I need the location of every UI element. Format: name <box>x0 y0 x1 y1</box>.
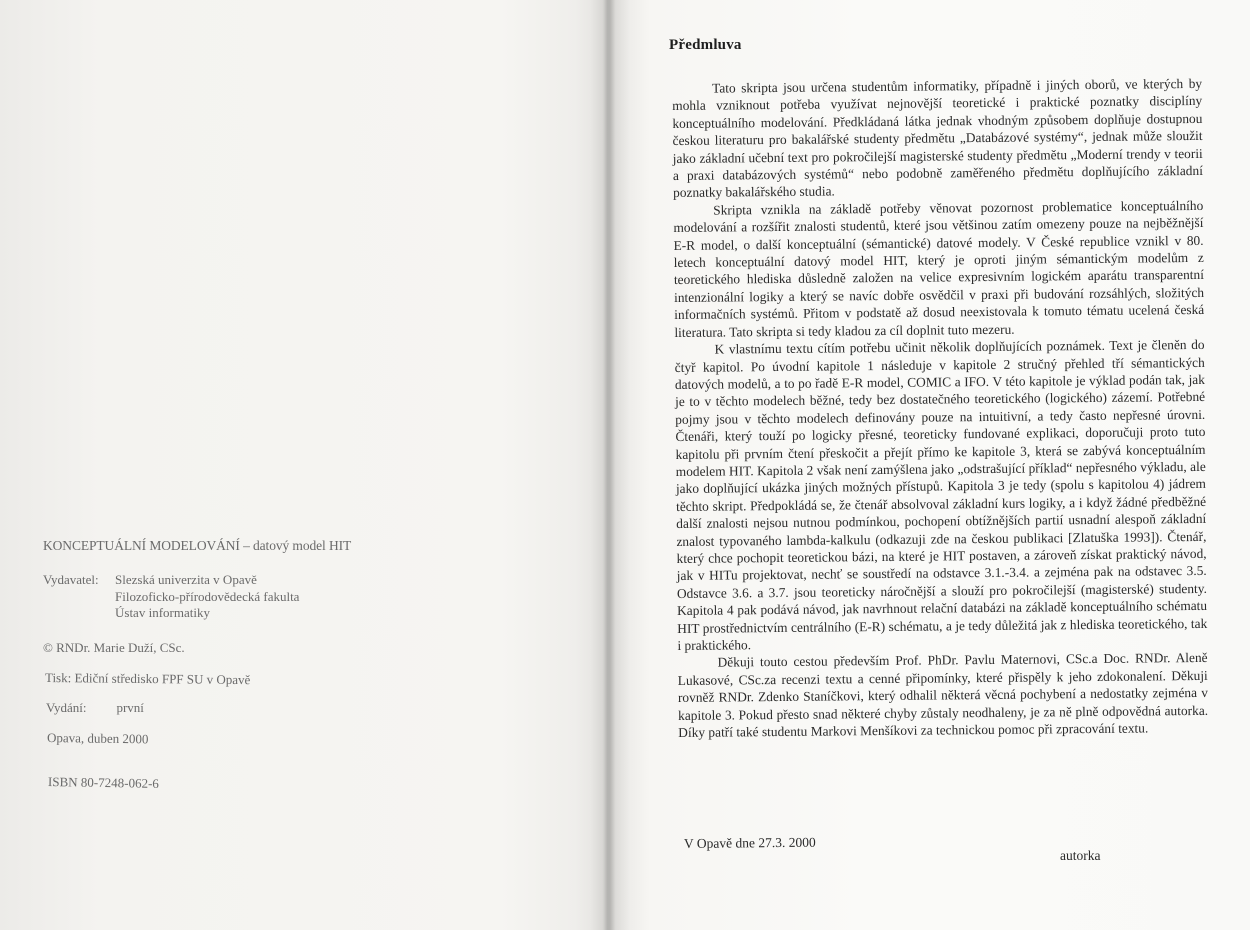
book-title: KONCEPTUÁLNÍ MODELOVÁNÍ – datový model HIT <box>43 538 352 553</box>
edition-label: Vydání: <box>46 700 87 715</box>
isbn-line: ISBN 80-7248-062-6 <box>47 774 159 791</box>
publisher-line: Ústav informatiky <box>115 605 210 620</box>
edition-value: první <box>116 700 144 715</box>
publisher-label: Vydavatel: <box>43 572 99 587</box>
copyright-line: © RNDr. Marie Duží, CSc. <box>43 640 185 655</box>
left-page <box>0 0 605 930</box>
publisher-line: Slezská univerzita v Opavě <box>115 572 257 587</box>
place-date-line: Opava, duben 2000 <box>46 730 149 747</box>
page-heading: Předmluva <box>669 37 742 53</box>
signoff-place-date: V Opavě dne 27.3. 2000 <box>683 834 816 851</box>
publisher-lines <box>115 572 299 622</box>
signoff-author: autorka <box>1060 848 1101 863</box>
paragraph: K vlastnímu textu cítím potřebu učinit několik doplňujících poznámek. Text je členěn do čtyř kapitol. Po úvodní kapitole 1 následuje v kapitole 2 stručný přehled tří sémantických datových modelů, a to po řadě E-R model, COMIC a IFO. V této kapitole je výklad podán tak, jak je to v těchto modelech běžné, tedy bez dostatečného teoretického (logického) zázemí. Potřebné pojmy jsou v těchto modelech definovány pouze na intuitivní, a tedy často nepřesné úrovni. Čtenáři, který touží po logicky přesné, teoreticky fundované explikaci, doporučuji proto tuto kapitolu při prvním čtení přeskočit a přejít přímo ke kapitole 3, která se zabývá konceptuálním modelem HIT. Kapitola 2 však není zamýšlena jako „odstrašující příklad“ nepřesného výkladu, ale jako doplňující ukázka jiných možných přístupů. Kapitola 3 je tedy (spolu s kapitolou 4) jádrem těchto skript. Předpokládá se, že čtenář absolvoval základní kurs logiky, a i když žádné předběžné další znalosti nejsou nutnou podmínkou, pochopení obtížnějších partií usnadní alespoň základní znalost typovaného lambda-kalkulu (odkazuji zde na českou publikaci [Zlatuška 1993]). Čtenář, který chce pochopit teoretickou bázi, na které je HIT postaven, a zároveň získat praktický návod, jak v HITu projektovat, nechť se soustředí na odstavce 3.1.-3.4. a zejména pak na odstavec 3.5. Odstavce 3.6. a 3.7. jsou teoreticky náročnější a slouží pro pokročilejší (magisterské) studenty. Kapitola 4 pak podává návod, jak navrhnout relační databázi na základě konceptuálního schématu HIT prostřednictvím centrálního (E-R) schématu, a je tedy důležitá jak z hlediska teoretického, tak i praktického. <box>674 336 1208 653</box>
paragraph: Skripta vznikla na základě potřeby věnovat pozornost problematice konceptuálního modelování a rozšířit znalosti studentů, které jsou většinou zatím omezeny pouze na nejběžnější E-R model, o další konceptuální (sémantické) datové modely. V České republice vznikl v 80. letech konceptuální datový model HIT, který je oproti jiným sémantickým modelům z teoretického hlediska důsledně založen na velice expresivním logickém aparátu transparentní intenzionální logiky a který se navíc dobře osvědčil v praxi při budování rozsáhlých, složitých informačních systémů. Přitom v podstatě až dosud neexistovala k tomuto tématu ucelená česká literatura. Tato skripta si tedy kladou za cíl doplnit tuto mezeru. <box>673 197 1205 340</box>
preface-body <box>672 75 1208 741</box>
right-page <box>620 0 1250 930</box>
paragraph: Tato skripta jsou určena studentům informatiky, případně i jiných oborů, ve kterých by mohla vzniknout potřeba využívat nejnovější teoretické i praktické poznatky disciplíny konceptuálního modelování. Předkládaná látka jednak vhodným způsobem doplňuje dostupnou českou literaturu pro bakalářské studenty předmětu „Databázové systémy“, jednak může sloužit jako základní učební text pro pokročilejší magisterské studenty předmětu „Moderní trendy v teorii a praxi databázových systémů“ nebo podobně zaměřeného předmětu doplňujícího základní poznatky bakalářského studia. <box>672 75 1203 201</box>
edition-line <box>46 700 144 716</box>
publisher-line: Filozoficko-přírodovědecká fakulta <box>115 588 300 604</box>
paragraph: Děkuji touto cestou především Prof. PhDr. Pavlu Maternovi, CSc.a Doc. RNDr. Aleně Lukasové, CSc.za recenzi textu a cenné připomínky, které přispěly k jeho zdokonalení. Děkuji rovněž RNDr. Zdenko Staníčkovi, který odhalil některá věcná pochybení a nedostatky zejména v kapitole 3. Pokud přesto snad některé chyby zůstaly neodhaleny, je za ně plně odpovědná autorka. Díky patří také studentu Markovi Menšíkovi za technickou pomoc při zpracování textu. <box>677 650 1209 741</box>
print-line: Tisk: Ediční středisko FPF SU v Opavě <box>44 670 251 688</box>
